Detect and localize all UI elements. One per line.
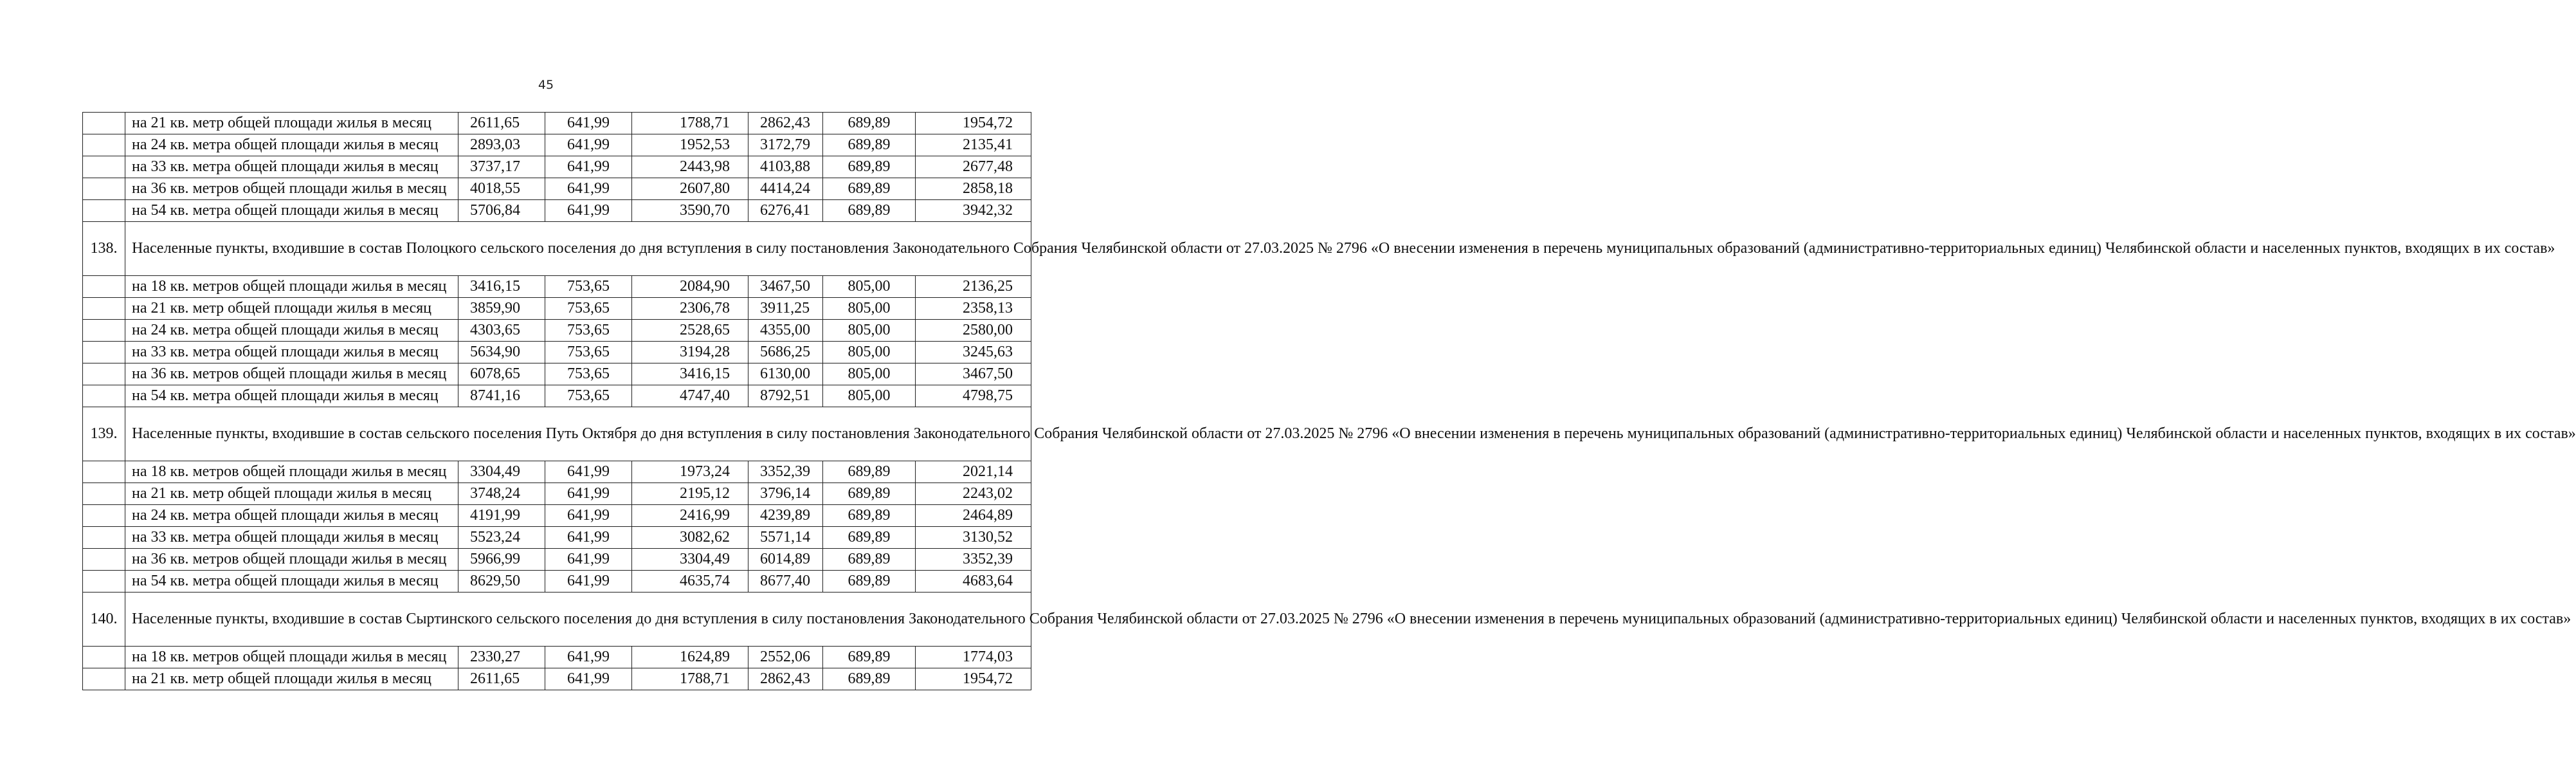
row-label: на 54 кв. метра общей площади жилья в месяц [125,571,458,593]
value-cell: 641,99 [545,134,632,156]
value-cell: 689,89 [823,668,916,690]
value-cell: 641,99 [545,200,632,222]
row-number-cell [83,385,125,407]
value-cell: 689,89 [823,647,916,668]
row-number-cell [83,483,125,505]
value-cell: 689,89 [823,113,916,134]
value-cell: 3467,50 [748,276,823,298]
value-cell: 1788,71 [632,668,748,690]
value-cell: 1952,53 [632,134,748,156]
value-cell: 5523,24 [458,527,545,549]
value-cell: 805,00 [823,363,916,385]
table-row [83,527,1031,549]
value-cell: 689,89 [823,549,916,571]
section-header-row [83,407,1031,461]
value-cell: 3352,39 [748,461,823,483]
value-cell: 3911,25 [748,298,823,320]
value-cell: 3304,49 [458,461,545,483]
value-cell: 2580,00 [916,320,1031,342]
value-cell: 1973,24 [632,461,748,483]
table-row [83,385,1031,407]
row-label: на 36 кв. метров общей площади жилья в месяц [125,363,458,385]
value-cell: 641,99 [545,549,632,571]
value-cell: 1954,72 [916,668,1031,690]
value-cell: 3130,52 [916,527,1031,549]
row-number-cell [83,200,125,222]
row-number-cell [83,668,125,690]
row-number-cell [83,647,125,668]
value-cell: 689,89 [823,461,916,483]
value-cell: 753,65 [545,298,632,320]
table-row [83,668,1031,690]
table-row [83,134,1031,156]
value-cell: 641,99 [545,156,632,178]
value-cell: 5966,99 [458,549,545,571]
value-cell: 4103,88 [748,156,823,178]
value-cell: 3942,32 [916,200,1031,222]
value-cell: 1624,89 [632,647,748,668]
value-cell: 4303,65 [458,320,545,342]
value-cell: 805,00 [823,320,916,342]
row-label: на 24 кв. метра общей площади жилья в месяц [125,505,458,527]
value-cell: 6130,00 [748,363,823,385]
value-cell: 753,65 [545,276,632,298]
value-cell: 2084,90 [632,276,748,298]
value-cell: 805,00 [823,298,916,320]
section-number: 140. [83,593,125,647]
table-row [83,276,1031,298]
row-number-cell [83,320,125,342]
value-cell: 6276,41 [748,200,823,222]
row-label: на 33 кв. метра общей площади жилья в месяц [125,527,458,549]
value-cell: 2443,98 [632,156,748,178]
value-cell: 641,99 [545,571,632,593]
table-row [83,647,1031,668]
row-number-cell [83,113,125,134]
row-number-cell [83,505,125,527]
value-cell: 3467,50 [916,363,1031,385]
table-row [83,363,1031,385]
row-number-cell [83,363,125,385]
value-cell: 641,99 [545,483,632,505]
section-number: 138. [83,222,125,276]
row-label: на 21 кв. метр общей площади жилья в месяц [125,298,458,320]
value-cell: 3352,39 [916,549,1031,571]
value-cell: 5686,25 [748,342,823,363]
value-cell: 3082,62 [632,527,748,549]
value-cell: 1774,03 [916,647,1031,668]
value-cell: 3859,90 [458,298,545,320]
value-cell: 3304,49 [632,549,748,571]
row-number-cell [83,298,125,320]
value-cell: 6014,89 [748,549,823,571]
section-header-row [83,222,1031,276]
row-label: на 24 кв. метра общей площади жилья в месяц [125,320,458,342]
table-row [83,342,1031,363]
page-number: 45 [538,78,554,92]
value-cell: 805,00 [823,342,916,363]
value-cell: 2528,65 [632,320,748,342]
value-cell: 3172,79 [748,134,823,156]
row-number-cell [83,527,125,549]
value-cell: 2021,14 [916,461,1031,483]
value-cell: 753,65 [545,363,632,385]
value-cell: 4683,64 [916,571,1031,593]
value-cell: 4747,40 [632,385,748,407]
row-label: на 36 кв. метров общей площади жилья в месяц [125,549,458,571]
value-cell: 2306,78 [632,298,748,320]
value-cell: 2607,80 [632,178,748,200]
table-row [83,549,1031,571]
section-header-row [83,593,1031,647]
table-row [83,298,1031,320]
value-cell: 6078,65 [458,363,545,385]
value-cell: 2862,43 [748,668,823,690]
value-cell: 641,99 [545,461,632,483]
value-cell: 2330,27 [458,647,545,668]
value-cell: 4414,24 [748,178,823,200]
value-cell: 753,65 [545,320,632,342]
row-label: на 18 кв. метров общей площади жилья в месяц [125,461,458,483]
value-cell: 2893,03 [458,134,545,156]
section-title: Населенные пункты, входившие в состав Полоцкого сельского поселения до дня вступления в силу постановления Законодательного Собрания Челябинской области от 27.03.2025 № 2796 «О внесении изменения в перечень муниципальных образований (административно-территориальных единиц) Челябинской области и населенных пунктов, входящих в их состав» [125,222,1031,276]
value-cell: 4355,00 [748,320,823,342]
value-cell: 2552,06 [748,647,823,668]
row-number-cell [83,178,125,200]
value-cell: 641,99 [545,113,632,134]
value-cell: 8629,50 [458,571,545,593]
row-number-cell [83,461,125,483]
table-row [83,483,1031,505]
table-row [83,156,1031,178]
table-row [83,200,1031,222]
row-label: на 36 кв. метров общей площади жилья в месяц [125,178,458,200]
value-cell: 641,99 [545,668,632,690]
section-title: Населенные пункты, входившие в состав сельского поселения Путь Октября до дня вступления в силу постановления Законодательного Собрания Челябинской области от 27.03.2025 № 2796 «О внесении изменения в перечень муниципальных образований (административно-территориальных единиц) Челябинской области и населенных пунктов, входящих в их состав» [125,407,1031,461]
value-cell: 2136,25 [916,276,1031,298]
value-cell: 2243,02 [916,483,1031,505]
value-cell: 3245,63 [916,342,1031,363]
value-cell: 753,65 [545,385,632,407]
row-label: на 21 кв. метр общей площади жилья в месяц [125,668,458,690]
value-cell: 4018,55 [458,178,545,200]
value-cell: 641,99 [545,647,632,668]
row-number-cell [83,276,125,298]
value-cell: 4798,75 [916,385,1031,407]
value-cell: 3796,14 [748,483,823,505]
row-label: на 24 кв. метра общей площади жилья в месяц [125,134,458,156]
row-label: на 33 кв. метра общей площади жилья в месяц [125,156,458,178]
value-cell: 2858,18 [916,178,1031,200]
table-row [83,320,1031,342]
row-label: на 18 кв. метров общей площади жилья в месяц [125,276,458,298]
row-number-cell [83,134,125,156]
value-cell: 641,99 [545,527,632,549]
value-cell: 2677,48 [916,156,1031,178]
value-cell: 8677,40 [748,571,823,593]
row-label: на 21 кв. метр общей площади жилья в месяц [125,483,458,505]
value-cell: 5706,84 [458,200,545,222]
value-cell: 2862,43 [748,113,823,134]
row-label: на 33 кв. метра общей площади жилья в месяц [125,342,458,363]
value-cell: 2464,89 [916,505,1031,527]
row-number-cell [83,571,125,593]
value-cell: 2358,13 [916,298,1031,320]
value-cell: 641,99 [545,505,632,527]
value-cell: 8741,16 [458,385,545,407]
value-cell: 805,00 [823,385,916,407]
table-row [83,113,1031,134]
value-cell: 2611,65 [458,113,545,134]
value-cell: 3590,70 [632,200,748,222]
section-title: Населенные пункты, входившие в состав Сыртинского сельского поселения до дня вступления в силу постановления Законодательного Собрания Челябинской области от 27.03.2025 № 2796 «О внесении изменения в перечень муниципальных образований (административно-территориальных единиц) Челябинской области и населенных пунктов, входящих в их состав» [125,593,1031,647]
row-label: на 18 кв. метров общей площади жилья в месяц [125,647,458,668]
value-cell: 2611,65 [458,668,545,690]
value-cell: 2195,12 [632,483,748,505]
value-cell: 753,65 [545,342,632,363]
value-cell: 689,89 [823,571,916,593]
table-row [83,178,1031,200]
value-cell: 3194,28 [632,342,748,363]
section-number: 139. [83,407,125,461]
value-cell: 3416,15 [458,276,545,298]
value-cell: 689,89 [823,178,916,200]
value-cell: 3416,15 [632,363,748,385]
row-label: на 54 кв. метра общей площади жилья в месяц [125,385,458,407]
value-cell: 689,89 [823,527,916,549]
row-number-cell [83,549,125,571]
value-cell: 1788,71 [632,113,748,134]
value-cell: 689,89 [823,134,916,156]
value-cell: 5571,14 [748,527,823,549]
table-row [83,571,1031,593]
table-row [83,505,1031,527]
value-cell: 2135,41 [916,134,1031,156]
row-label: на 21 кв. метр общей площади жилья в месяц [125,113,458,134]
value-cell: 689,89 [823,483,916,505]
row-number-cell [83,156,125,178]
value-cell: 2416,99 [632,505,748,527]
value-cell: 8792,51 [748,385,823,407]
value-cell: 689,89 [823,200,916,222]
value-cell: 4635,74 [632,571,748,593]
value-cell: 805,00 [823,276,916,298]
value-cell: 4191,99 [458,505,545,527]
tariff-table [82,112,2576,690]
table-row [83,461,1031,483]
value-cell: 5634,90 [458,342,545,363]
value-cell: 4239,89 [748,505,823,527]
value-cell: 689,89 [823,505,916,527]
value-cell: 3737,17 [458,156,545,178]
value-cell: 3748,24 [458,483,545,505]
value-cell: 1954,72 [916,113,1031,134]
value-cell: 641,99 [545,178,632,200]
row-number-cell [83,342,125,363]
row-label: на 54 кв. метра общей площади жилья в месяц [125,200,458,222]
value-cell: 689,89 [823,156,916,178]
